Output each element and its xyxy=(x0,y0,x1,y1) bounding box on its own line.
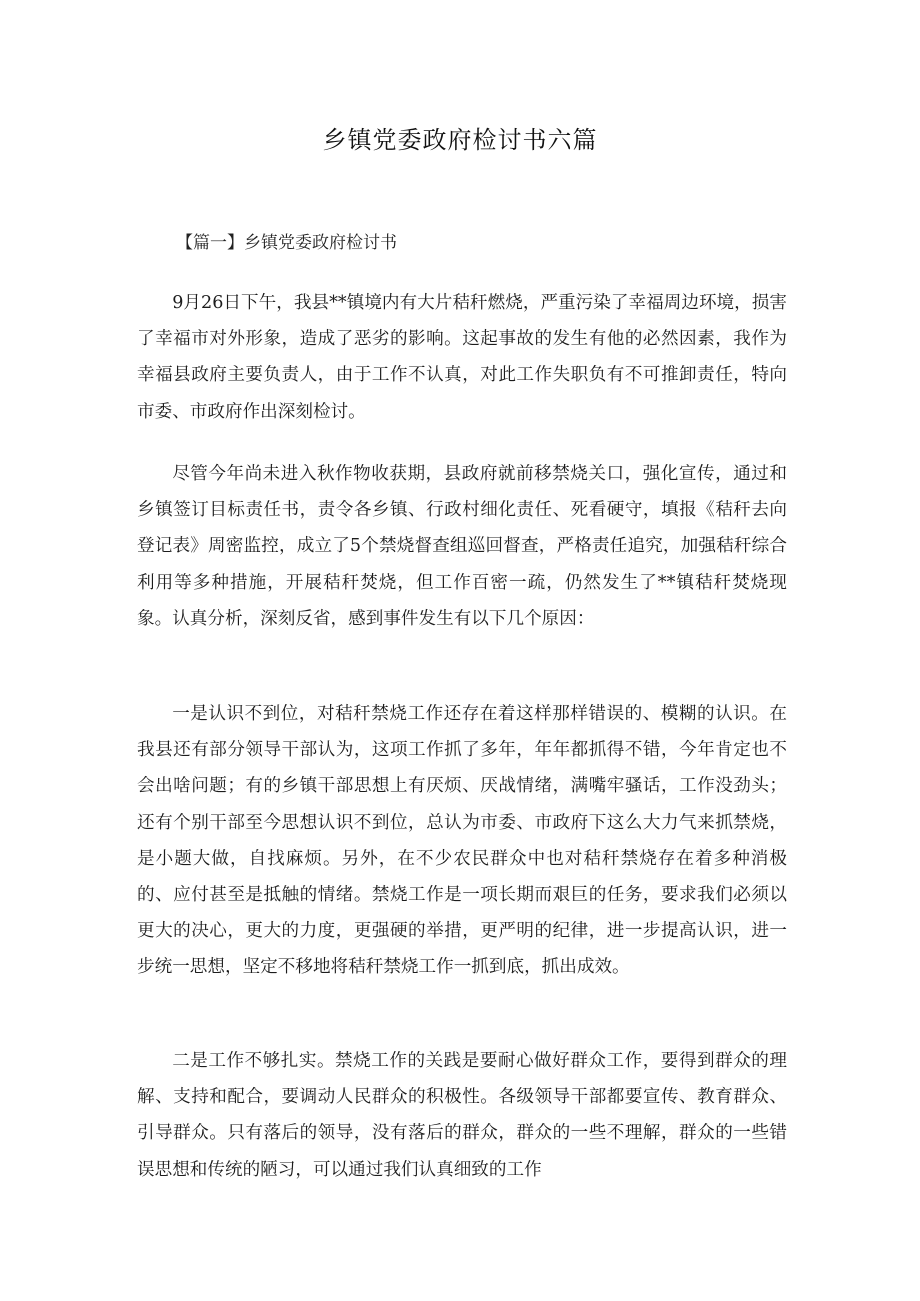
paragraph: 一是认识不到位，对秸秆禁烧工作还存在着这样那样错误的、模糊的认识。在我县还有部分领导干部认为，这项工作抓了多年，年年都抓得不错，今年肯定也不会出啥问题；有的乡镇干部思想上有厌烦、厌战情绪，满嘴牢骚话，工作没劲头；还有个别干部至今思想认识不到位，总认为市委、市政府下这么大力气来抓禁烧，是小题大做，自找麻烦。另外，在不少农民群众中也对秸秆禁烧存在着多种消极的、应付甚至是抵触的情绪。禁烧工作是一项长期而艰巨的任务，要求我们必须以更大的决心，更大的力度，更强硬的举措，更严明的纪律，进一步提高认识，进一步统一思想，坚定不移地将秸秆禁烧工作一抓到底，抓出成效。 xyxy=(137,704,787,978)
paragraph: 二是工作不够扎实。禁烧工作的关践是要耐心做好群众工作，要得到群众的理解、支持和配合，要调动人民群众的积极性。各级领导干部都要宣传、教育群众、引导群众。只有落后的领导，没有落后的群众，群众的一些不理解，群众的一些错误思想和传统的陋习，可以通过我们认真细致的工作 xyxy=(137,1051,787,1180)
document-title: 乡镇党委政府检讨书六篇 xyxy=(322,126,598,154)
paragraph: 9月26日下午，我县**镇境内有大片秸秆燃烧，严重污染了幸福周边环境，损害了幸福市对外形象，造成了恶劣的影响。这起事故的发生有他的必然因素，我作为幸福县政府主要负责人，由于工作不认真，对此工作失职负有不可推卸责任，特向市委、市政府作出深刻检讨。 xyxy=(137,293,787,422)
section-heading: 【篇一】乡镇党委政府检讨书 xyxy=(176,233,397,253)
paragraph: 尽管今年尚未进入秋作物收获期，县政府就前移禁烧关口，强化宣传，通过和乡镇签订目标责任书，责令各乡镇、行政村细化责任、死看硬守，填报《秸秆去向登记表》周密监控，成立了5个禁烧督查组巡回督查，严格责任追究，加强秸秆综合利用等多种措施，开展秸秆焚烧，但工作百密一疏，仍然发生了**镇秸秆焚烧现象。认真分析，深刻反省，感到事件发生有以下几个原因： xyxy=(137,464,787,629)
